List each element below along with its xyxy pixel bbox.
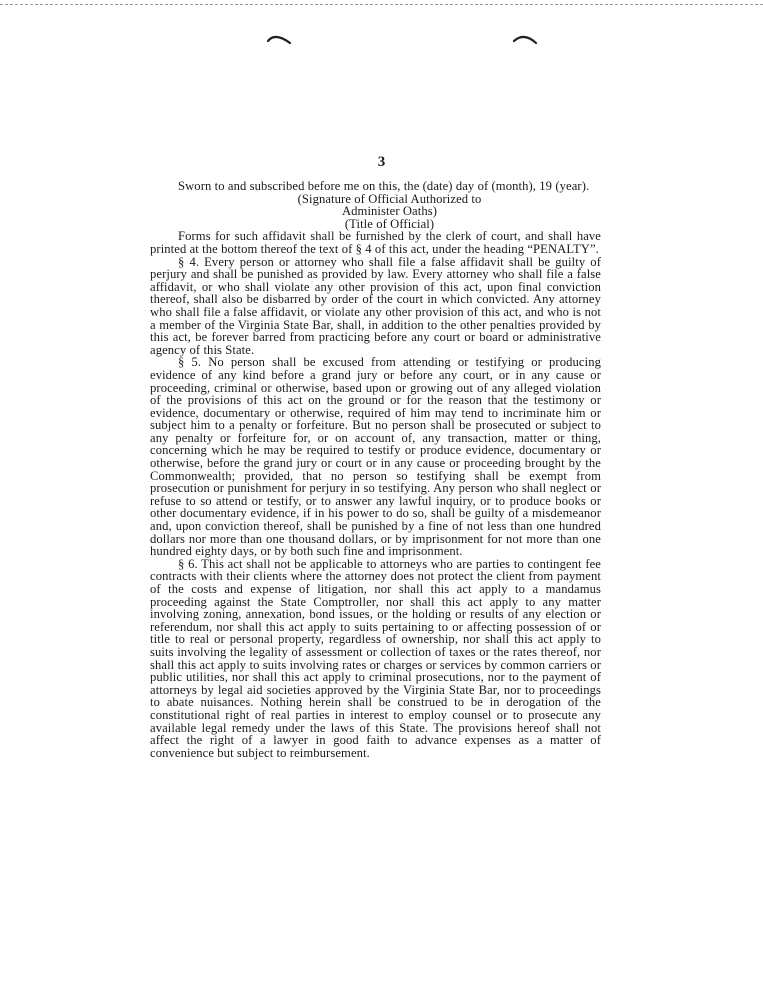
official-title-line: (Title of Official) — [344, 216, 435, 231]
page-number: 3 — [377, 154, 386, 170]
binding-hole-mark-right — [512, 30, 538, 46]
section-5-paragraph: § 5. No person shall be excused from attending or testifying or producing evidence of any kind before a grand jury or before any court, or in any cause or proceeding, criminal or otherwise, based upon or growing out of any alleged violation of the provisions of this act on the ground or for the reason that the testimony or evidence, documentary or otherwise, required of him may tend to incriminate him or subject him to a penalty or forfeiture. But no person shall be prosecuted or subject to any penalty or forfeiture for, or on account of, any transaction, matter or thing, concerning which he may be required to testify or produce evidence, documentary or otherwise, before the grand jury or court or in any cause or proceeding brought by the Commonwealth; provided, that no person so testifying shall be exempt from prosecution or punishment for perjury in so testifying. Any person who shall neglect or refuse to so attend or testify, or to answer any lawful inquiry, or to produce books or other documentary evidence, if in his power to do so, shall be guilty of a misdemeanor and, upon conviction thereof, shall be punished by a fine of not less than one hundred dollars nor more than one thousand dollars, or by imprisonment for not more than one hundred eighty days, or by both such fine and imprisonment. — [150, 355, 601, 559]
signature-official-line: (Signature of Official Authorized to — [297, 191, 482, 206]
section-6-paragraph: § 6. This act shall not be applicable to attorneys who are parties to contingent fee contracts with their clients where the attorney does not protect the client from payment of the costs and expense of litigation, nor shall this act apply to a mandamus proceeding against the State Comptroller, nor shall this act apply to any matter involving zoning, annexation, bond issues, or the holding or results of any election or referendum, nor shall this act apply to suits pertaining to or affecting possession of or title to real or personal property, regardless of ownership, nor shall this act apply to suits involving the legality of assessment or collection of taxes or the rates thereof, nor shall this act apply to suits involving rates or charges or services by common carriers or public utilities, nor shall this act apply to criminal prosecutions, nor to the payment of attorneys by legal aid societies approved by the Virginia State Bar, nor to proceedings to abate nuisances. Nothing herein shall be construed to be in derogation of the constitutional right of real parties in interest to employ counsel or to prosecute any available legal remedy under the laws of this State. The provisions hereof shall not affect the right of a lawyer in good faith to advance expenses as a matter of convenience but subject to reimbursement. — [150, 556, 601, 760]
section-4-paragraph: § 4. Every person or attorney who shall file a false affidavit shall be guilty of perjury and shall be punished as provided by law. Every attorney who shall file a false affidavit, or who shall violate any other provision of this act, upon final conviction thereof, shall also be disbarred by order of the court in which convicted. Any attorney who shall file a false affidavit, or violate any other provision of this act, and who is not a member of the Virginia State Bar, shall, in addition to the other penalties provided by this act, be forever barred from practicing before any court or board or administrative agency of this State. — [150, 254, 601, 357]
perforation-line — [0, 4, 763, 5]
document-body — [150, 180, 601, 759]
forms-paragraph: Forms for such affidavit shall be furnished by the clerk of court, and shall have printed at the bottom thereof the text of § 4 of this act, under the heading “PENALTY”. — [150, 229, 601, 256]
sworn-statement: Sworn to and subscribed before me on this, the (date) day of (month), 19 (year). — [178, 179, 590, 193]
signature-administer-oaths-line: Administer Oaths) — [341, 204, 438, 219]
binding-hole-mark-left — [266, 30, 292, 46]
